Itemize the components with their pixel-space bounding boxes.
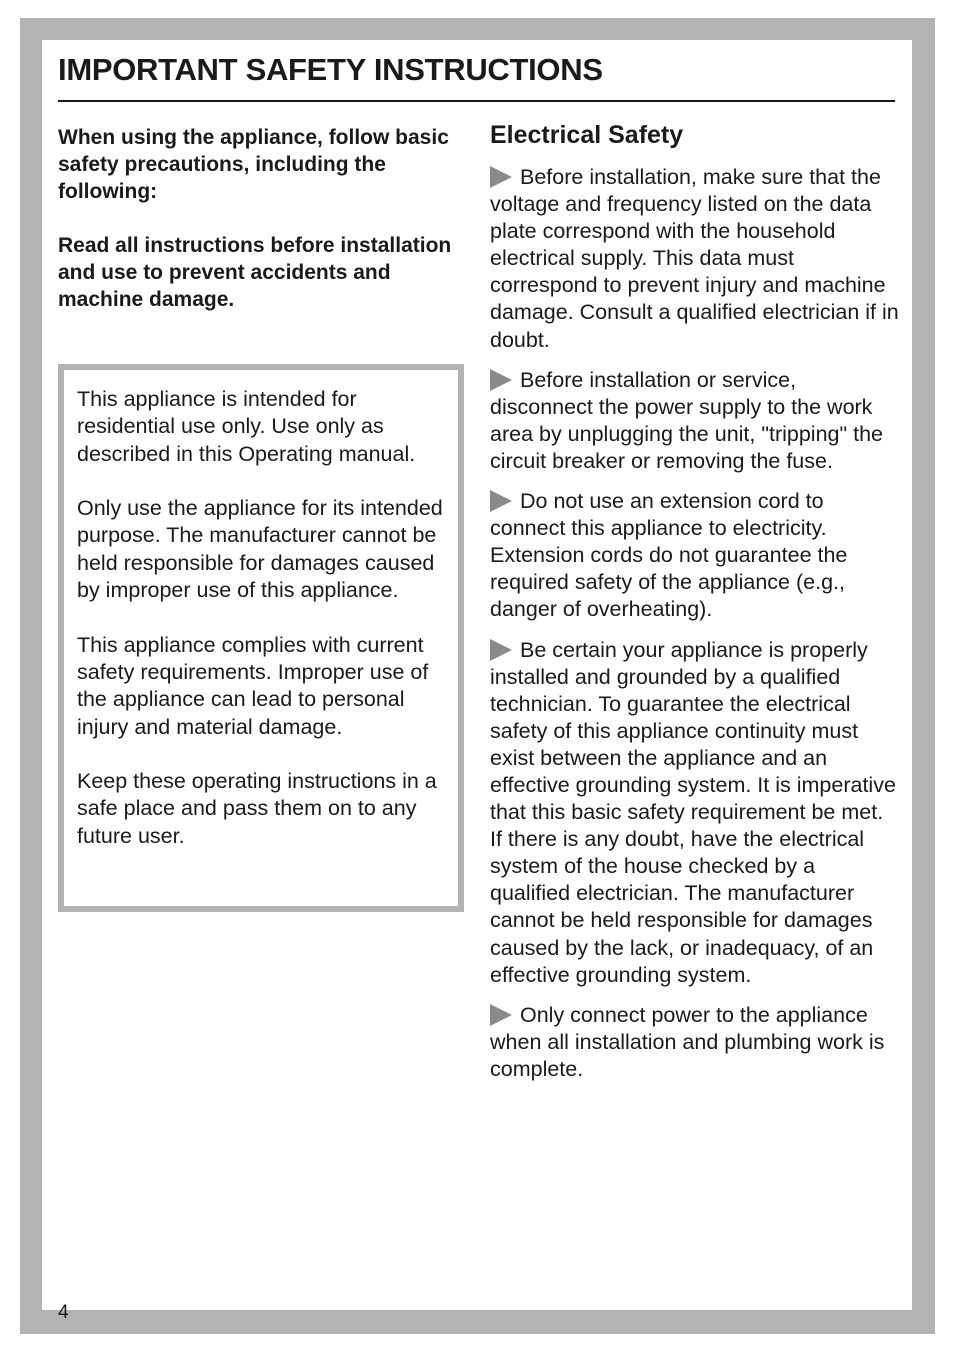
safety-item: [490, 367, 900, 475]
safety-item-text: Do not use an extension cord to connect this appliance to electricity. Extension cords do not guarantee the required safety of the appliance (e.g., danger of overheating).: [490, 489, 848, 622]
page-title: IMPORTANT SAFETY INSTRUCTIONS: [58, 52, 895, 102]
intro-paragraph: Read all instructions before installation and use to prevent accidents and machine damage.: [58, 234, 452, 311]
triangle-arrow-icon: [490, 166, 512, 188]
notice-paragraph: This appliance complies with current safety requirements. Improper use of the appliance can lead to personal injury and material damage.: [77, 632, 429, 739]
electrical-safety-section: [490, 118, 900, 1096]
triangle-arrow-icon: [490, 639, 512, 661]
page-number: 4: [58, 1302, 69, 1323]
intro-text: [58, 124, 458, 340]
safety-item-text: Before installation, make sure that the voltage and frequency listed on the data plate correspond with the household electrical supply. This data must correspond to prevent injury and machine damage. Consult a qualified electrician if in doubt.: [490, 165, 899, 352]
safety-item: [490, 637, 900, 989]
safety-item: [490, 164, 900, 354]
triangle-arrow-icon: [490, 490, 512, 512]
notice-paragraph: Keep these operating instructions in a safe place and pass them on to any future user.: [77, 769, 437, 848]
notice-paragraph: Only use the appliance for its intended purpose. The manufacturer cannot be held responsible for damages caused by improper use of this appliance.: [77, 496, 443, 603]
notice-box: [58, 364, 464, 912]
notice-paragraph: This appliance is intended for residential use only. Use only as described in this Operating manual.: [77, 387, 416, 466]
safety-item-text: Before installation or service, disconnect the power supply to the work area by unplugging the unit, "tripping" the circuit breaker or removing the fuse.: [490, 367, 883, 473]
triangle-arrow-icon: [490, 369, 512, 391]
safety-item-text: Only connect power to the appliance when all installation and plumbing work is complete.: [490, 1002, 885, 1081]
safety-item: [490, 488, 900, 623]
triangle-arrow-icon: [490, 1004, 512, 1026]
section-heading: Electrical Safety: [490, 121, 684, 149]
safety-item-text: Be certain your appliance is properly installed and grounded by a qualified technician. To guarantee the electrical safety of this appliance continuity must exist between the appliance and an effective grounding system. It is imperative that this basic safety requirement be met. If there is any doubt, have the electrical system of the house checked by a qualified electrician. The manufacturer cannot be held responsible for damages caused by the lack, or inadequacy, of an effective grounding system.: [490, 637, 896, 987]
intro-paragraph: When using the appliance, follow basic safety precautions, including the following:: [58, 126, 449, 203]
safety-item: [490, 1002, 900, 1083]
